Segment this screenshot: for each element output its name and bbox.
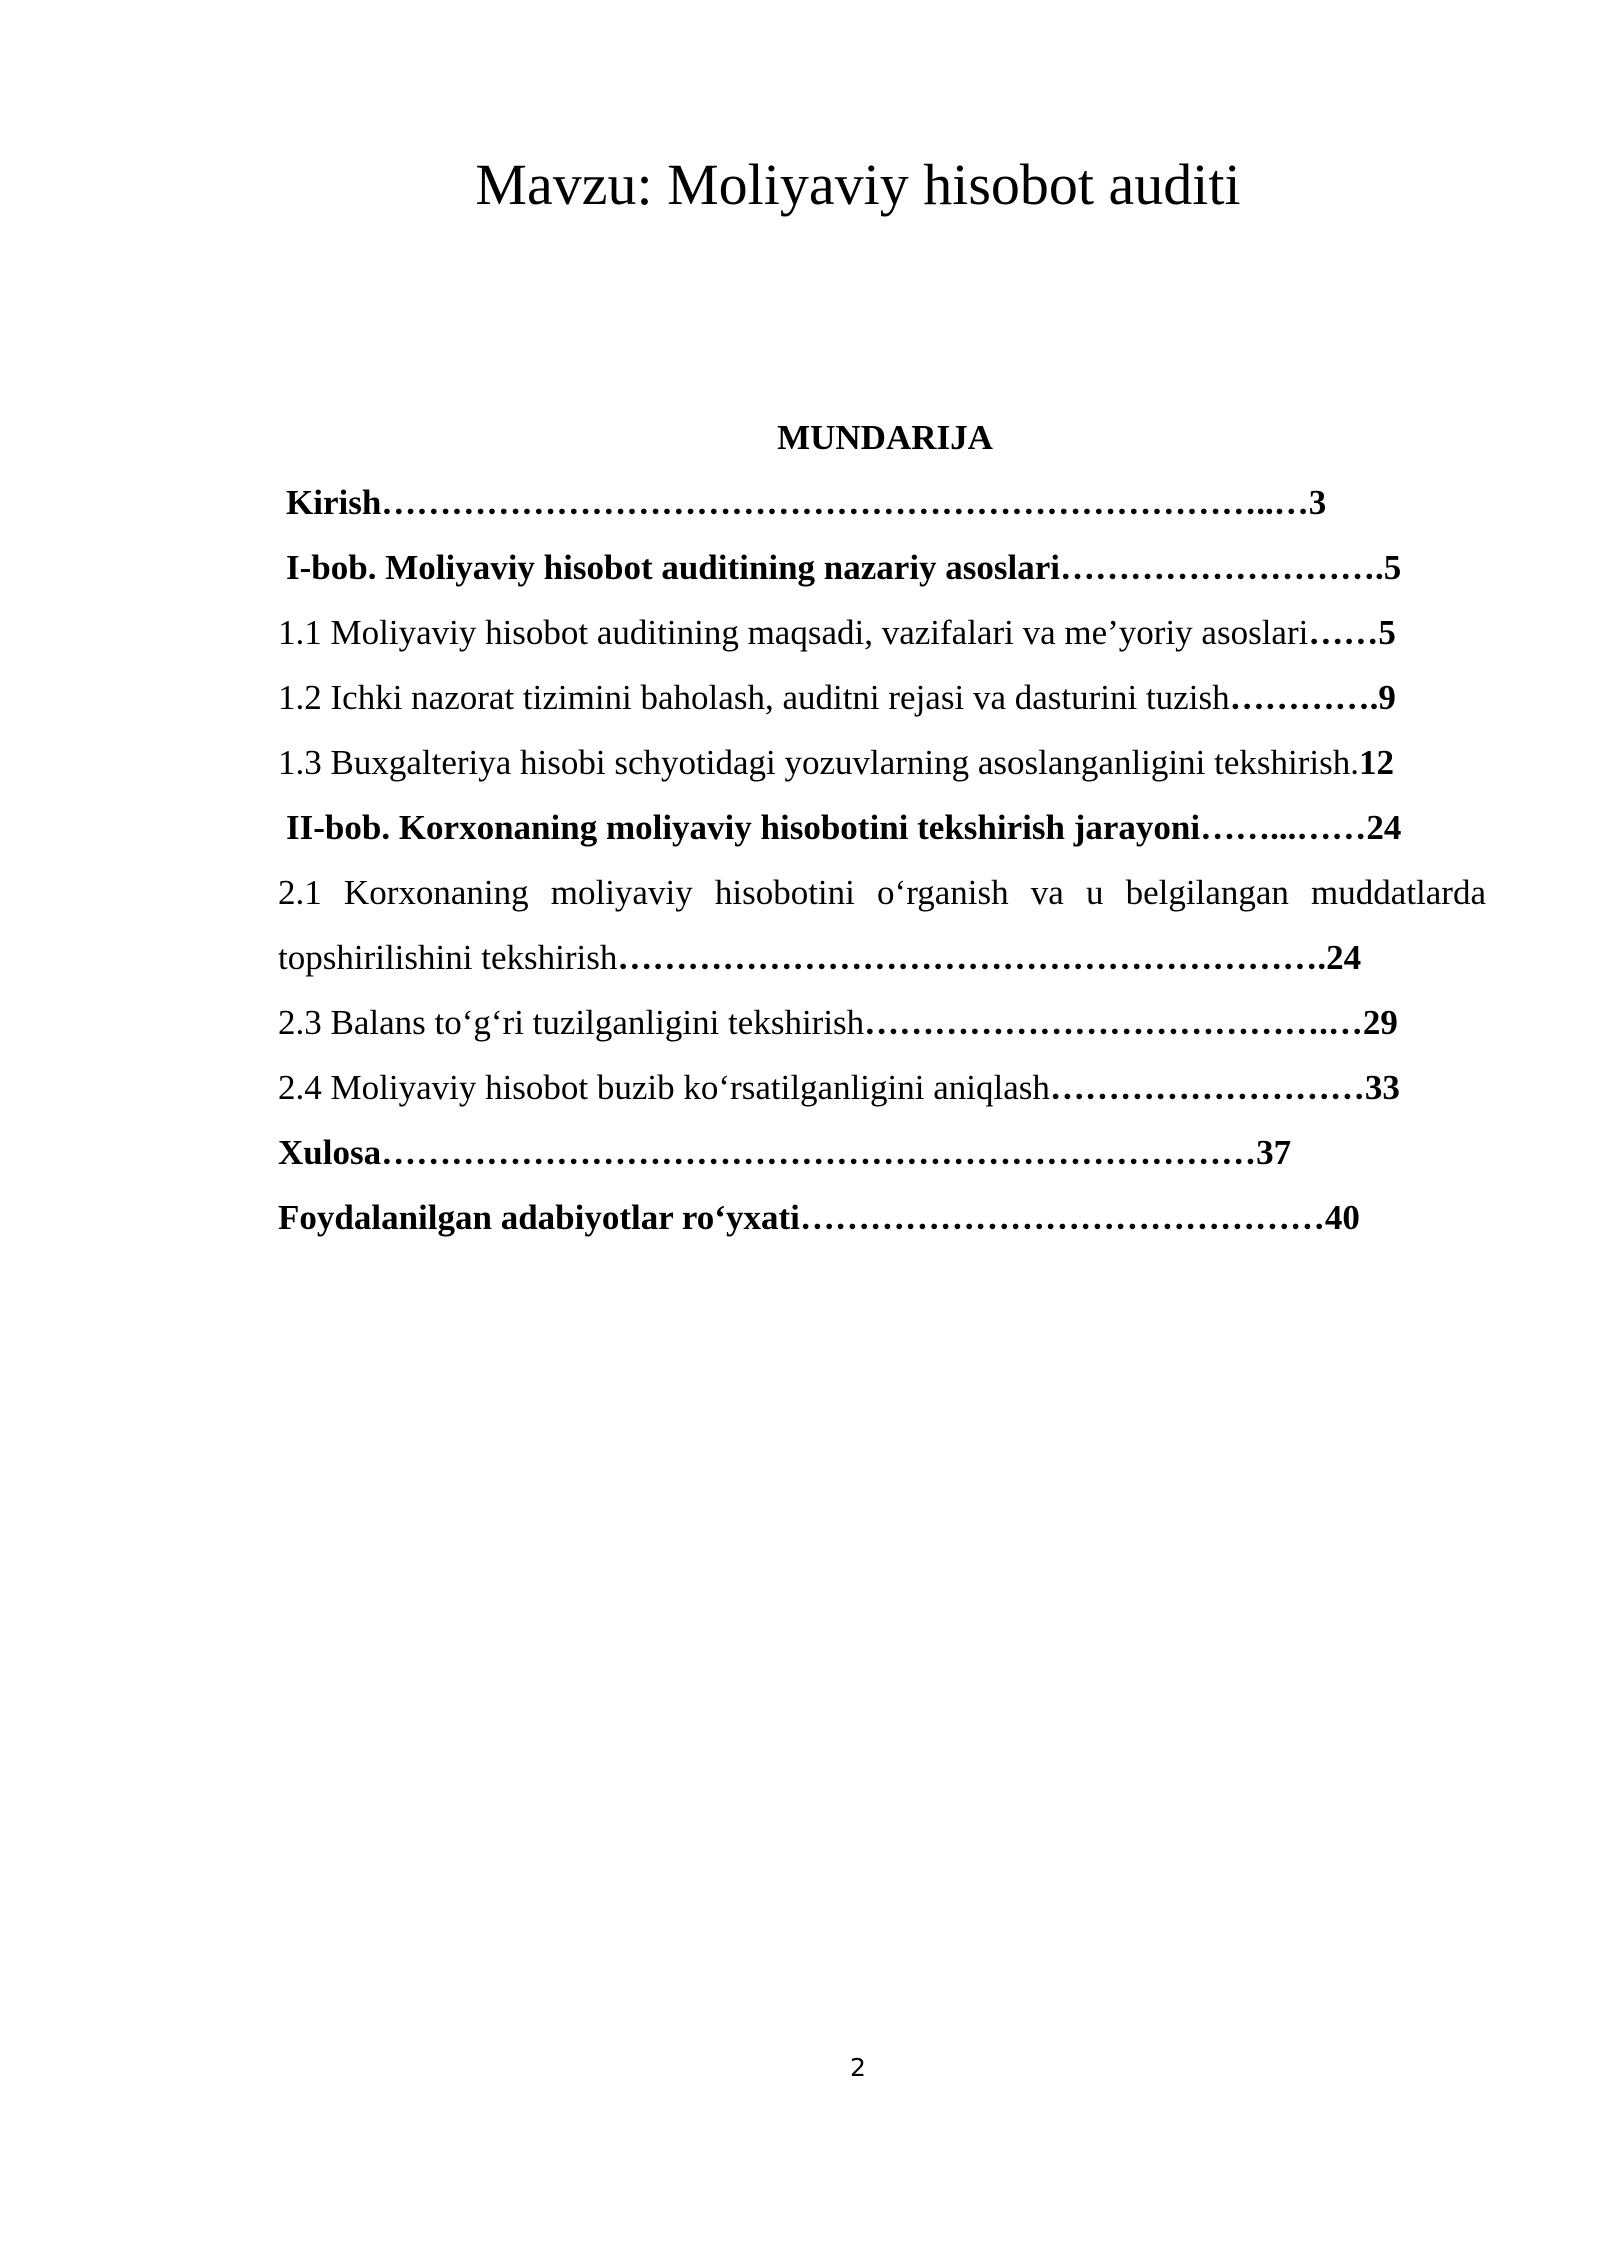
toc-page-number: 24 bbox=[1326, 938, 1362, 977]
toc-page-number: 12 bbox=[1358, 743, 1394, 782]
toc-leader-dots: ……………………………………………………. bbox=[617, 938, 1327, 977]
toc-leader-dots: …………………………………………………………………..… bbox=[381, 483, 1309, 522]
table-of-contents bbox=[278, 470, 1486, 1250]
toc-heading: MUNDARIJA bbox=[777, 418, 993, 457]
page-title: Mavzu: Moliyaviy hisobot auditi bbox=[475, 152, 1241, 217]
toc-entry-2-1-line-2[interactable] bbox=[278, 925, 1486, 990]
toc-entry-text: topshirilishini tekshirish bbox=[278, 938, 618, 977]
toc-entry-kirish[interactable] bbox=[278, 470, 1486, 535]
toc-leader-dots: ………………………………….… bbox=[864, 1003, 1363, 1042]
toc-entry-text: 1.3 Buxgalteriya hisobi schyotidagi yozuvlarning asoslanganligini tekshirish. bbox=[278, 743, 1359, 782]
page-number: 2 bbox=[850, 2053, 866, 2082]
toc-entry-text: Foydalanilgan adabiyotlar ro‘yxati bbox=[278, 1198, 800, 1237]
toc-entry-text: II-bob. Korxonaning moliyaviy hisobotini tekshirish jarayoni bbox=[286, 808, 1201, 847]
toc-leader-dots: ……………………… bbox=[1049, 1068, 1365, 1107]
toc-leader-dots: ………………………………………………………………… bbox=[381, 1133, 1257, 1172]
toc-page-number: 9 bbox=[1378, 678, 1396, 717]
toc-entry-1-2[interactable] bbox=[278, 665, 1486, 730]
toc-entry-chapter-1[interactable] bbox=[278, 535, 1486, 600]
toc-entry-references[interactable] bbox=[278, 1185, 1486, 1250]
toc-page-number: 24 bbox=[1366, 808, 1402, 847]
toc-entry-text: 2.4 Moliyaviy hisobot buzib ko‘rsatilganligini aniqlash bbox=[278, 1068, 1050, 1107]
toc-page-number: 33 bbox=[1364, 1068, 1400, 1107]
toc-leader-dots: …………. bbox=[1229, 678, 1379, 717]
toc-entry-text: 2.3 Balans to‘g‘ri tuzilganligini tekshirish bbox=[278, 1003, 865, 1042]
toc-entry-2-1-line-1[interactable] bbox=[278, 860, 1486, 925]
toc-leader-dots: …… bbox=[1308, 613, 1379, 652]
toc-page-number: 29 bbox=[1362, 1003, 1398, 1042]
toc-page-number: 40 bbox=[1324, 1198, 1360, 1237]
toc-entry-1-3[interactable] bbox=[278, 730, 1486, 795]
toc-page-number: 37 bbox=[1256, 1133, 1292, 1172]
toc-entry-text: 1.2 Ichki nazorat tizimini baholash, auditni rejasi va dasturini tuzish bbox=[278, 678, 1230, 717]
toc-entry-2-4[interactable] bbox=[278, 1055, 1486, 1120]
toc-entry-text: Kirish bbox=[286, 483, 382, 522]
toc-entry-text: I-bob. Moliyaviy hisobot auditining nazariy asoslari bbox=[286, 548, 1061, 587]
toc-page-number: 5 bbox=[1378, 613, 1396, 652]
toc-entry-xulosa[interactable] bbox=[278, 1120, 1486, 1185]
toc-entry-text: Xulosa bbox=[278, 1133, 382, 1172]
toc-entry-chapter-2[interactable] bbox=[278, 795, 1486, 860]
toc-leader-dots: ………………………. bbox=[1060, 548, 1384, 587]
toc-leader-dots: ……………………………………… bbox=[799, 1198, 1325, 1237]
toc-page-number: 3 bbox=[1308, 483, 1327, 522]
toc-entry-text: 1.1 Moliyaviy hisobot auditining maqsadi, vazifalari va me’yoriy asoslari bbox=[278, 613, 1309, 652]
toc-entry-text: 2.1 Korxonaning moliyaviy hisobotini o‘rganish va u belgilangan muddatlarda bbox=[278, 873, 1486, 912]
toc-entry-1-1[interactable] bbox=[278, 600, 1486, 665]
toc-entry-2-3[interactable] bbox=[278, 990, 1486, 1055]
toc-leader-dots: ……...…… bbox=[1200, 808, 1367, 847]
toc-page-number: 5 bbox=[1383, 548, 1402, 587]
